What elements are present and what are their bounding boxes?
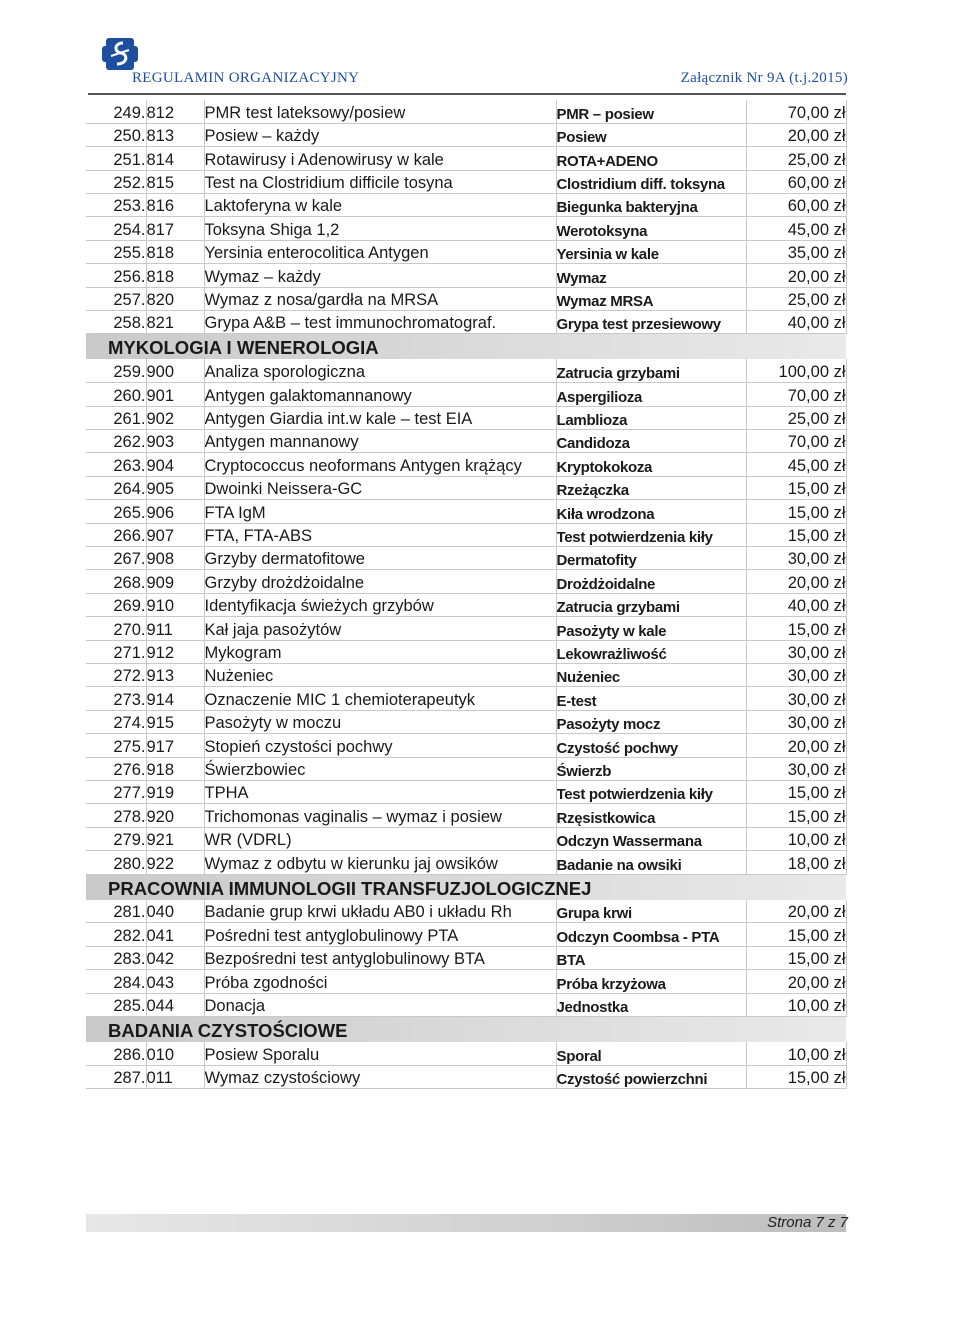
test-price: 20,00 zł (746, 264, 846, 287)
test-price: 30,00 zł (746, 663, 846, 686)
test-short-name: Kryptokokoza (556, 453, 746, 476)
test-short-name: Czystość powierzchni (556, 1065, 746, 1088)
table-row (86, 406, 846, 429)
table-row (86, 217, 846, 240)
table-row (86, 430, 846, 453)
row-number: 272. (86, 663, 146, 686)
test-code: 813 (146, 123, 204, 146)
test-name: Pasożyty w moczu (204, 710, 556, 733)
test-short-name: Grypa test przesiewowy (556, 311, 746, 334)
table-row (86, 757, 846, 780)
table-row (86, 640, 846, 663)
test-code: 814 (146, 147, 204, 170)
footer-bar (86, 1214, 846, 1232)
test-code: 904 (146, 453, 204, 476)
test-short-name: ROTA+ADENO (556, 147, 746, 170)
table-row (86, 147, 846, 170)
test-code: 041 (146, 923, 204, 946)
table-row (86, 170, 846, 193)
section-header-row (86, 874, 846, 900)
section-header-row (86, 1016, 846, 1042)
row-number: 283. (86, 946, 146, 969)
table-row (86, 570, 846, 593)
test-name: Nużeniec (204, 663, 556, 686)
test-code: 821 (146, 311, 204, 334)
test-code: 915 (146, 710, 204, 733)
test-short-name: Werotoksyna (556, 217, 746, 240)
page-number: Strona 7 z 7 (767, 1214, 848, 1231)
test-name: Antygen galaktomannanowy (204, 383, 556, 406)
test-name: Toksyna Shiga 1,2 (204, 217, 556, 240)
row-number: 281. (86, 900, 146, 923)
row-number: 254. (86, 217, 146, 240)
test-price: 25,00 zł (746, 287, 846, 310)
table-row (86, 476, 846, 499)
table-row (86, 827, 846, 850)
test-name: Stopień czystości pochwy (204, 734, 556, 757)
test-code: 918 (146, 757, 204, 780)
test-short-name: Odczyn Wassermana (556, 827, 746, 850)
row-number: 271. (86, 640, 146, 663)
test-short-name: Test potwierdzenia kiły (556, 780, 746, 803)
test-code: 042 (146, 946, 204, 969)
test-short-name: Świerzb (556, 757, 746, 780)
row-number: 253. (86, 194, 146, 217)
test-short-name: PMR – posiew (556, 100, 746, 123)
price-list-table (86, 100, 847, 1089)
test-short-name: Wymaz MRSA (556, 287, 746, 310)
table-row (86, 287, 846, 310)
test-short-name: Jednostka (556, 993, 746, 1016)
table-row (86, 617, 846, 640)
test-price: 15,00 zł (746, 617, 846, 640)
row-number: 287. (86, 1065, 146, 1088)
test-short-name: Clostridium diff. toksyna (556, 170, 746, 193)
row-number: 264. (86, 476, 146, 499)
test-name: Identyfikacja świeżych grzybów (204, 593, 556, 616)
test-price: 40,00 zł (746, 593, 846, 616)
table-row (86, 993, 846, 1016)
test-code: 901 (146, 383, 204, 406)
test-short-name: Zatrucia grzybami (556, 593, 746, 616)
test-price: 30,00 zł (746, 640, 846, 663)
table-row (86, 359, 846, 382)
row-number: 258. (86, 311, 146, 334)
test-short-name: BTA (556, 946, 746, 969)
row-number: 265. (86, 500, 146, 523)
test-short-name: Czystość pochwy (556, 734, 746, 757)
test-name: Grzyby drożdżoidalne (204, 570, 556, 593)
test-name: Posiew Sporalu (204, 1042, 556, 1065)
test-name: Laktoferyna w kale (204, 194, 556, 217)
table-row (86, 804, 846, 827)
table-row (86, 946, 846, 969)
row-number: 273. (86, 687, 146, 710)
test-price: 70,00 zł (746, 430, 846, 453)
test-name: WR (VDRL) (204, 827, 556, 850)
test-short-name: Posiew (556, 123, 746, 146)
test-code: 040 (146, 900, 204, 923)
test-price: 70,00 zł (746, 383, 846, 406)
row-number: 275. (86, 734, 146, 757)
test-code: 903 (146, 430, 204, 453)
test-short-name: Zatrucia grzybami (556, 359, 746, 382)
table-row (86, 264, 846, 287)
row-number: 263. (86, 453, 146, 476)
test-code: 907 (146, 523, 204, 546)
test-name: Próba zgodności (204, 970, 556, 993)
table-row (86, 123, 846, 146)
test-name: Badanie grup krwi układu AB0 i układu Rh (204, 900, 556, 923)
test-name: Posiew – każdy (204, 123, 556, 146)
test-name: Wymaz z odbytu w kierunku jaj owsików (204, 851, 556, 874)
test-name: Pośredni test antyglobulinowy PTA (204, 923, 556, 946)
row-number: 260. (86, 383, 146, 406)
row-number: 261. (86, 406, 146, 429)
table-row (86, 734, 846, 757)
test-short-name: Rzęsistkowica (556, 804, 746, 827)
test-name: Trichomonas vaginalis – wymaz i posiew (204, 804, 556, 827)
table-row (86, 500, 846, 523)
row-number: 262. (86, 430, 146, 453)
table-row (86, 100, 846, 123)
row-number: 251. (86, 147, 146, 170)
test-price: 60,00 zł (746, 170, 846, 193)
test-name: Cryptococcus neoformans Antygen krążący (204, 453, 556, 476)
test-short-name: Biegunka bakteryjna (556, 194, 746, 217)
row-number: 257. (86, 287, 146, 310)
test-code: 919 (146, 780, 204, 803)
test-name: Wymaz – każdy (204, 264, 556, 287)
table-row (86, 900, 846, 923)
test-code: 913 (146, 663, 204, 686)
test-price: 15,00 zł (746, 500, 846, 523)
test-name: Donacja (204, 993, 556, 1016)
row-number: 252. (86, 170, 146, 193)
test-name: Mykogram (204, 640, 556, 663)
test-name: Analiza sporologiczna (204, 359, 556, 382)
test-code: 908 (146, 547, 204, 570)
test-code: 920 (146, 804, 204, 827)
test-price: 15,00 zł (746, 804, 846, 827)
test-price: 15,00 zł (746, 780, 846, 803)
table-row (86, 851, 846, 874)
table-row (86, 383, 846, 406)
test-code: 900 (146, 359, 204, 382)
test-code: 917 (146, 734, 204, 757)
test-code: 818 (146, 240, 204, 263)
test-short-name: Candidoza (556, 430, 746, 453)
table-row (86, 923, 846, 946)
test-price: 18,00 zł (746, 851, 846, 874)
test-price: 25,00 zł (746, 147, 846, 170)
test-name: Oznaczenie MIC 1 chemioterapeutyk (204, 687, 556, 710)
test-price: 70,00 zł (746, 100, 846, 123)
table-row (86, 523, 846, 546)
test-price: 45,00 zł (746, 217, 846, 240)
test-short-name: Próba krzyżowa (556, 970, 746, 993)
row-number: 270. (86, 617, 146, 640)
test-code: 043 (146, 970, 204, 993)
test-name: FTA IgM (204, 500, 556, 523)
test-short-name: Dermatofity (556, 547, 746, 570)
test-name: TPHA (204, 780, 556, 803)
test-price: 25,00 zł (746, 406, 846, 429)
test-price: 45,00 zł (746, 453, 846, 476)
table-row (86, 194, 846, 217)
test-short-name: Sporal (556, 1042, 746, 1065)
row-number: 276. (86, 757, 146, 780)
table-row (86, 1065, 846, 1088)
table-row (86, 240, 846, 263)
test-price: 30,00 zł (746, 757, 846, 780)
test-short-name: Wymaz (556, 264, 746, 287)
test-code: 820 (146, 287, 204, 310)
test-short-name: Nużeniec (556, 663, 746, 686)
test-code: 010 (146, 1042, 204, 1065)
row-number: 267. (86, 547, 146, 570)
test-code: 817 (146, 217, 204, 240)
test-short-name: Pasożyty w kale (556, 617, 746, 640)
row-number: 280. (86, 851, 146, 874)
test-price: 15,00 zł (746, 523, 846, 546)
test-name: Grypa A&B – test immunochromatograf. (204, 311, 556, 334)
row-number: 268. (86, 570, 146, 593)
test-code: 910 (146, 593, 204, 616)
test-code: 911 (146, 617, 204, 640)
test-price: 100,00 zł (746, 359, 846, 382)
table-row (86, 710, 846, 733)
row-number: 255. (86, 240, 146, 263)
test-price: 20,00 zł (746, 734, 846, 757)
test-name: Rotawirusy i Adenowirusy w kale (204, 147, 556, 170)
test-short-name: Lekowrażliwość (556, 640, 746, 663)
section-header-row (86, 334, 846, 360)
test-short-name: Yersinia w kale (556, 240, 746, 263)
test-name: Bezpośredni test antyglobulinowy BTA (204, 946, 556, 969)
test-name: Świerzbowiec (204, 757, 556, 780)
test-price: 35,00 zł (746, 240, 846, 263)
test-price: 20,00 zł (746, 570, 846, 593)
test-name: Grzyby dermatofitowe (204, 547, 556, 570)
row-number: 282. (86, 923, 146, 946)
test-price: 30,00 zł (746, 687, 846, 710)
test-price: 15,00 zł (746, 923, 846, 946)
section-title: MYKOLOGIA I WENEROLOGIA (86, 334, 846, 360)
hospital-logo-icon (100, 34, 140, 74)
test-code: 912 (146, 640, 204, 663)
row-number: 278. (86, 804, 146, 827)
test-code: 905 (146, 476, 204, 499)
row-number: 269. (86, 593, 146, 616)
test-code: 011 (146, 1065, 204, 1088)
test-short-name: Pasożyty mocz (556, 710, 746, 733)
test-code: 044 (146, 993, 204, 1016)
section-title: BADANIA CZYSTOŚCIOWE (86, 1016, 846, 1042)
row-number: 259. (86, 359, 146, 382)
document-header-title: REGULAMIN ORGANIZACYJNY (132, 70, 360, 86)
test-code: 922 (146, 851, 204, 874)
test-code: 818 (146, 264, 204, 287)
test-short-name: Aspergilioza (556, 383, 746, 406)
test-short-name: Kiła wrodzona (556, 500, 746, 523)
test-short-name: Lamblioza (556, 406, 746, 429)
test-name: Antygen mannanowy (204, 430, 556, 453)
test-price: 15,00 zł (746, 476, 846, 499)
test-price: 20,00 zł (746, 900, 846, 923)
test-name: Wymaz z nosa/gardła na MRSA (204, 287, 556, 310)
test-short-name: Drożdżoidalne (556, 570, 746, 593)
row-number: 284. (86, 970, 146, 993)
row-number: 279. (86, 827, 146, 850)
test-code: 921 (146, 827, 204, 850)
test-short-name: Test potwierdzenia kiły (556, 523, 746, 546)
test-code: 914 (146, 687, 204, 710)
row-number: 250. (86, 123, 146, 146)
row-number: 249. (86, 100, 146, 123)
test-price: 30,00 zł (746, 547, 846, 570)
test-code: 815 (146, 170, 204, 193)
test-code: 902 (146, 406, 204, 429)
row-number: 266. (86, 523, 146, 546)
row-number: 256. (86, 264, 146, 287)
table-row (86, 970, 846, 993)
table-row (86, 453, 846, 476)
test-short-name: Odczyn Coombsa - PTA (556, 923, 746, 946)
test-name: Test na Clostridium difficile tosyna (204, 170, 556, 193)
header-divider (88, 93, 846, 95)
table-row (86, 547, 846, 570)
test-code: 816 (146, 194, 204, 217)
test-short-name: Grupa krwi (556, 900, 746, 923)
test-code: 812 (146, 100, 204, 123)
row-number: 285. (86, 993, 146, 1016)
test-name: FTA, FTA-ABS (204, 523, 556, 546)
table-row (86, 311, 846, 334)
test-name: Dwoinki Neissera-GC (204, 476, 556, 499)
table-row (86, 687, 846, 710)
test-price: 10,00 zł (746, 827, 846, 850)
attachment-reference: Załącznik Nr 9A (t.j.2015) (680, 70, 848, 86)
table-row (86, 1042, 846, 1065)
test-short-name: Badanie na owsiki (556, 851, 746, 874)
test-short-name: Rzeżączka (556, 476, 746, 499)
test-price: 60,00 zł (746, 194, 846, 217)
test-name: Yersinia enterocolitica Antygen (204, 240, 556, 263)
test-name: Wymaz czystościowy (204, 1065, 556, 1088)
test-short-name: E-test (556, 687, 746, 710)
row-number: 274. (86, 710, 146, 733)
section-title: PRACOWNIA IMMUNOLOGII TRANSFUZJOLOGICZNEJ (86, 874, 846, 900)
test-price: 20,00 zł (746, 123, 846, 146)
test-price: 20,00 zł (746, 970, 846, 993)
test-price: 40,00 zł (746, 311, 846, 334)
test-price: 10,00 zł (746, 993, 846, 1016)
test-price: 15,00 zł (746, 946, 846, 969)
test-name: Antygen Giardia int.w kale – test EIA (204, 406, 556, 429)
test-price: 15,00 zł (746, 1065, 846, 1088)
row-number: 277. (86, 780, 146, 803)
test-name: Kał jaja pasożytów (204, 617, 556, 640)
test-price: 30,00 zł (746, 710, 846, 733)
table-row (86, 663, 846, 686)
test-code: 909 (146, 570, 204, 593)
test-price: 10,00 zł (746, 1042, 846, 1065)
table-row (86, 593, 846, 616)
table-row (86, 780, 846, 803)
row-number: 286. (86, 1042, 146, 1065)
test-code: 906 (146, 500, 204, 523)
test-name: PMR test lateksowy/posiew (204, 100, 556, 123)
